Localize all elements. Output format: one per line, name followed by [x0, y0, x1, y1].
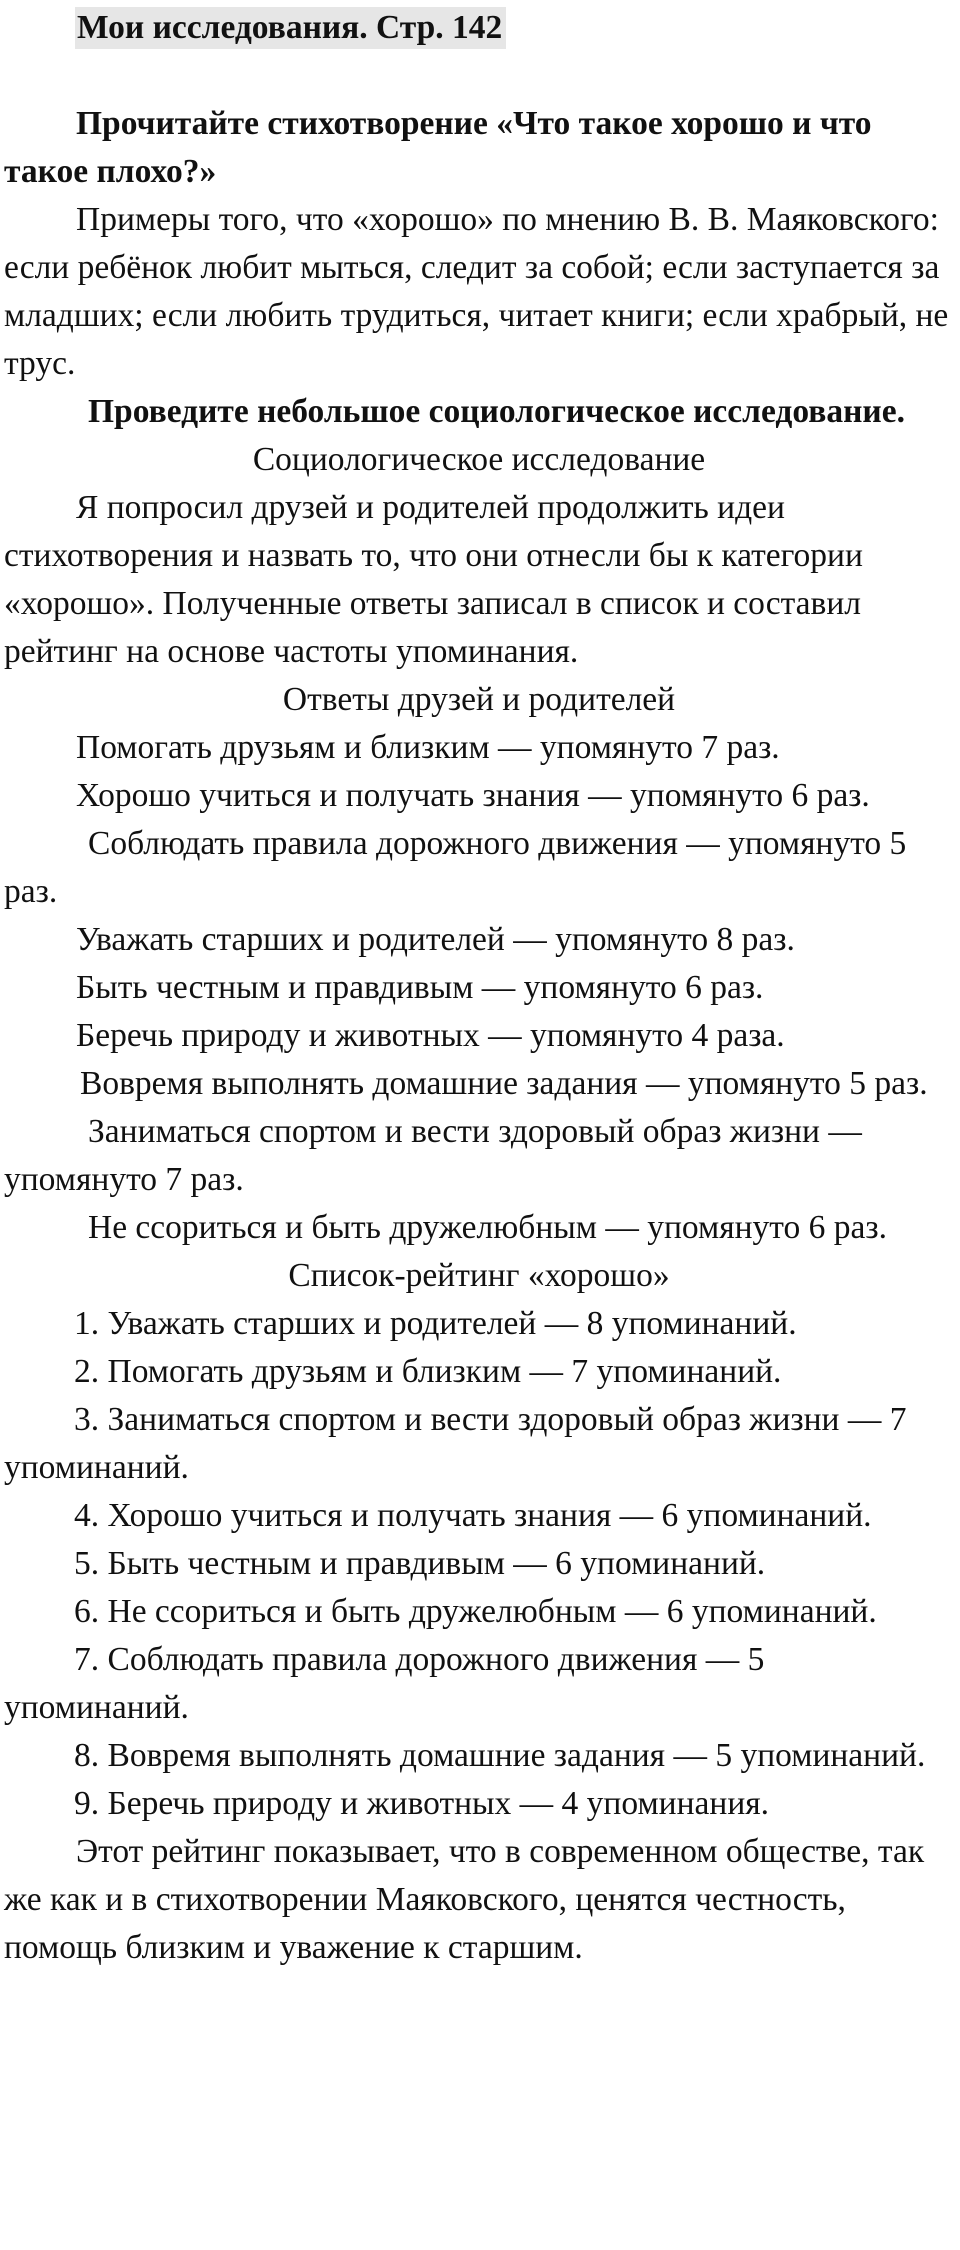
task2-title: Проведите небольшое социологическое исследование.: [88, 393, 905, 430]
header-row: [4, 0, 954, 52]
task1-text: Примеры того, что «хорошо» по мнению В. В. Маяковского: если ребёнок любит мыться, следит за собой; если заступается за младших; если любить трудиться, читает книги; если храбрый, не трус.: [4, 201, 949, 382]
rating-item: 2. Помогать друзьям и близким — 7 упоминаний.: [74, 1353, 782, 1390]
page-header: Мои исследования. Стр. 142: [75, 7, 506, 49]
answer-item: Быть честным и правдивым — упомянуто 6 раз.: [76, 969, 764, 1006]
answers-title: Ответы друзей и родителей: [282, 681, 676, 718]
task1-title: Прочитайте стихотворение «Что такое хорошо и что такое плохо?»: [4, 105, 872, 190]
answer-item: Хорошо учиться и получать знания — упомянуто 6 раз.: [76, 777, 870, 814]
rating-item: 9. Беречь природу и животных — 4 упоминания.: [74, 1785, 770, 1822]
rating-item: 1. Уважать старших и родителей — 8 упоминаний.: [74, 1305, 797, 1342]
answer-item: Помогать друзьям и близким — упомянуто 7 раз.: [76, 729, 780, 766]
rating-item: 7. Соблюдать правила дорожного движения — 5 упоминаний.: [4, 1641, 765, 1726]
rating-item: 6. Не ссориться и быть дружелюбным — 6 упоминаний.: [74, 1593, 877, 1630]
answer-item: Соблюдать правила дорожного движения — упомянуто 5 раз.: [4, 825, 907, 910]
rating-item: 5. Быть честным и правдивым — 6 упоминаний.: [74, 1545, 766, 1582]
spacer: [4, 52, 954, 100]
rating-item: 3. Заниматься спортом и вести здоровый образ жизни — 7 упоминаний.: [4, 1401, 907, 1486]
rating-item: 8. Вовремя выполнять домашние задания — 5 упоминаний.: [74, 1737, 926, 1774]
answer-item: Уважать старших и родителей — упомянуто 8 раз.: [76, 921, 795, 958]
answer-item: Беречь природу и животных — упомянуто 4 раза.: [76, 1017, 785, 1054]
rating-title: Список-рейтинг «хорошо»: [288, 1257, 670, 1294]
answer-item: Вовремя выполнять домашние задания — упомянуто 5 раз.: [80, 1065, 928, 1102]
conclusion-text: Этот рейтинг показывает, что в современном обществе, так же как и в стихотворении Маяковского, ценятся честность, помощь близким и уважение к старшим.: [4, 1833, 925, 1966]
task2-subtitle: Социологическое исследование: [252, 441, 706, 478]
answer-item: Не ссориться и быть дружелюбным — упомянуто 6 раз.: [88, 1209, 887, 1246]
task2-text: Я попросил друзей и родителей продолжить идеи стихотворения и назвать то, что они отнесли бы к категории «хорошо». Полученные ответы записал в список и составил рейтинг на основе частоты упоминания.: [4, 489, 863, 670]
rating-item: 4. Хорошо учиться и получать знания — 6 упоминаний.: [74, 1497, 872, 1534]
answer-item: Заниматься спортом и вести здоровый образ жизни — упомянуто 7 раз.: [4, 1113, 862, 1198]
